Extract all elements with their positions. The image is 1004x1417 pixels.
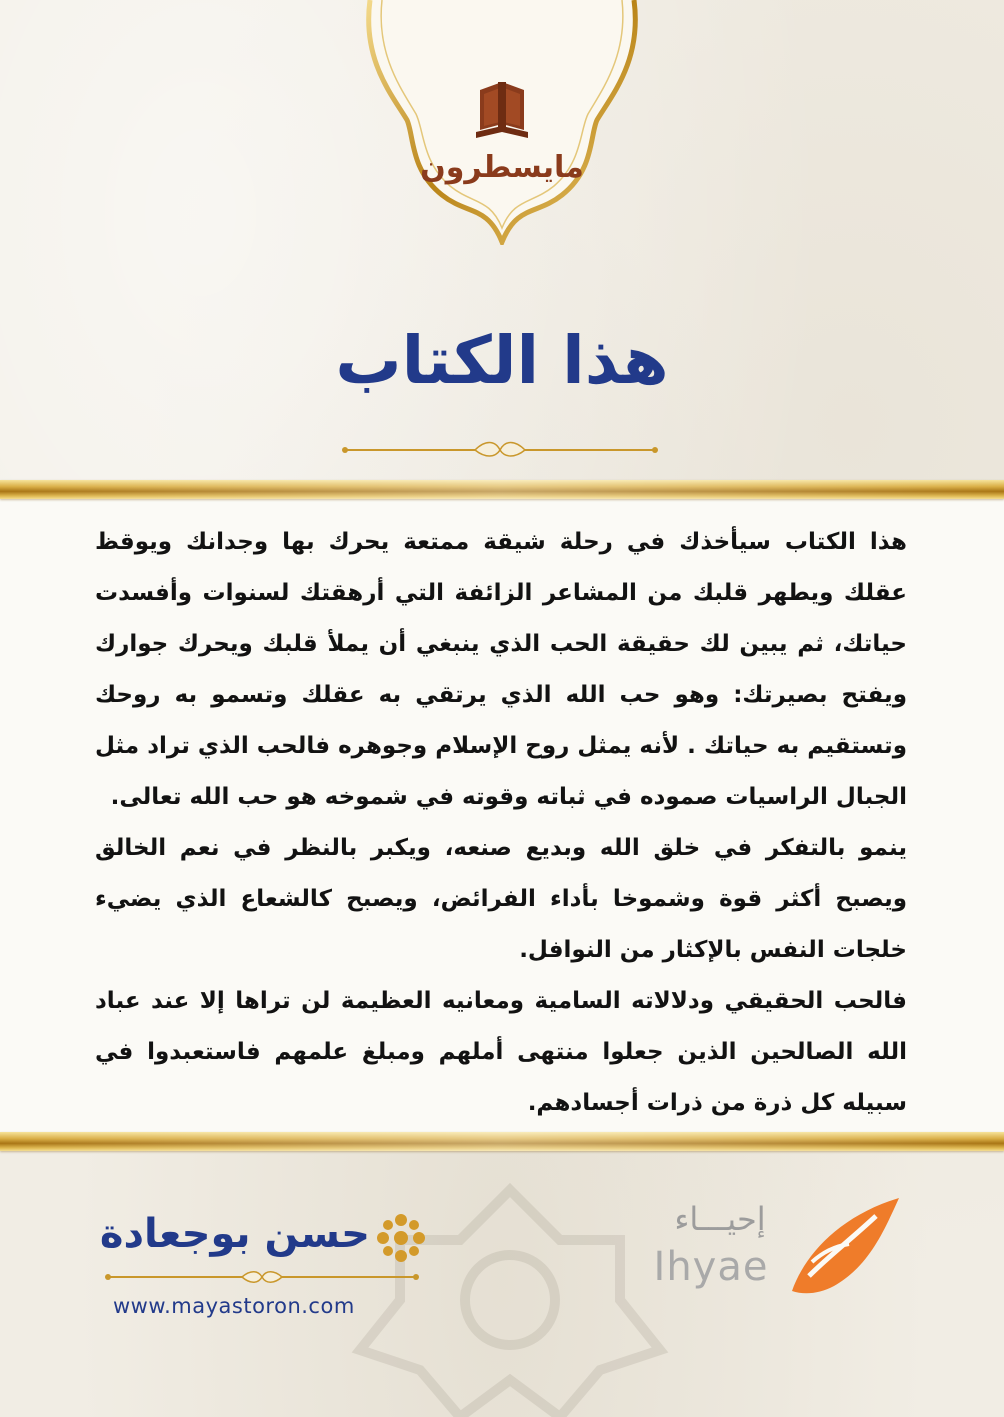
website-link[interactable]: www.mayastoron.com — [113, 1294, 355, 1318]
gold-divider-top — [0, 480, 1004, 499]
paragraph: هذا الكتاب سيأخذك في رحلة شيقة ممتعة يحرك بها وجدانك ويوقظ عقلك ويطهر قلبك من المشاعر الزائفة التي أرهقتك لسنوات وأفسدت حياتك، ثم يبين لك حقيقة الحب الذي ينبغي أن يملأ قلبك ويحرك جوارك ويفتح بصيرتك: وهو حب الله الذي يرتقي به عقلك وتسمو به روحك وتستقيم به حياتك . لأنه يمثل روح الإسلام وجوهره فالحب الذي تراد مثل الجبال الراسيات صموده في ثباته وقوته في شموخه هو حب الله تعالى. — [95, 529, 907, 810]
paragraph: ينمو بالتفكر في خلق الله وبديع صنعه، ويكبر بالنظر في نعم الخالق ويصبح أكثر قوة وشموخا بأداء الفرائض، ويصبح كالشعاع الذي يضيء خلجات النفس بالإكثار من النوافل. — [95, 835, 907, 963]
ihyae-latin: Ihyae — [653, 1244, 769, 1290]
author-name: حسن بوجعادة — [99, 1211, 370, 1257]
page-title: هذا الكتاب — [335, 322, 669, 399]
ihyae-arabic: إحيـــاء — [674, 1200, 766, 1238]
author-ornament — [102, 1269, 422, 1285]
title-ornament — [335, 438, 665, 462]
publisher-name: مايسطرون — [420, 150, 584, 185]
publisher-emblem — [352, 0, 652, 245]
paragraph: فالحب الحقيقي ودلالاته السامية ومعانيه العظيمة لن تراها إلا عند عباد الله الصالحين الذين جعلوا منتهى أملهم ومبلغ علمهم فاستعبدوا في سبيله كل ذرة من ذرات أجسادهم. — [95, 988, 907, 1116]
flower-icon — [374, 1211, 428, 1265]
body-text — [95, 517, 907, 1129]
author-block — [100, 1205, 430, 1295]
gold-divider-bottom — [0, 1132, 1004, 1151]
